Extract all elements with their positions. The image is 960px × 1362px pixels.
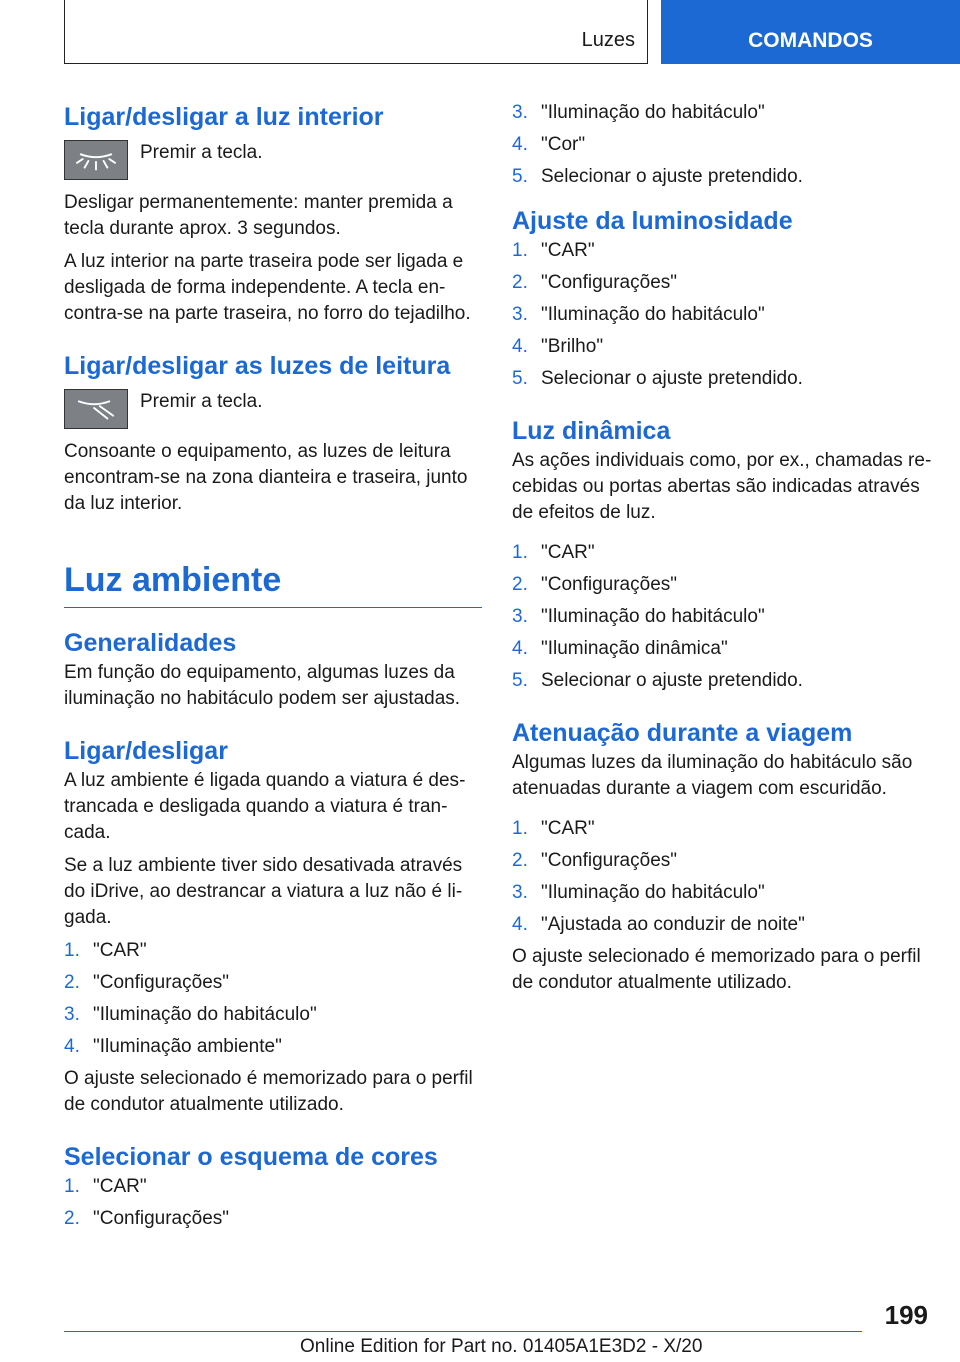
edition-footer: Online Edition for Part no. 01405A1E3D2 - X/20 [300,1336,703,1357]
interior-button-row [64,140,482,180]
dynamic-steps [512,540,932,694]
step-number: 5. [512,670,528,691]
list-item [512,668,932,694]
section-dynamic-light [512,414,932,694]
brightness-steps [512,238,932,392]
step-number: 4. [512,638,528,659]
reading-light-button-icon [64,389,128,429]
heading-color-scheme: Selecionar o esquema de cores [64,1143,438,1171]
list-item [512,604,932,630]
section-interior-light [64,100,482,327]
header-chapter-tab: COMANDOS [661,0,960,64]
step-number: 4. [512,914,528,935]
subsection-color-scheme [64,1140,482,1232]
step-text: Selecionar o ajuste pretendido. [541,368,803,389]
step-text: "Cor" [541,134,586,155]
left-column [64,100,482,1238]
step-text: "Iluminação do habitáculo" [541,102,765,123]
dynamic-paragraph: As ações individuais como, por ex., chamadas recebidas ou portas abertas são indicadas através de efeitos de luz. [512,450,932,523]
header-section-title: Luzes [581,29,635,51]
interior-paragraph-2: A luz interior na parte traseira pode ser ligada e desligada de forma independente. A tecla encontra-se na parte traseira, no forro do tejadilho. [64,251,471,324]
step-text: "Iluminação do habitáculo" [541,882,765,903]
subsection-general [64,626,482,712]
subsection-onoff [64,734,482,1118]
step-text: "Configurações" [541,272,678,293]
step-number: 1. [64,1176,80,1197]
list-item [512,132,932,158]
step-text: "Iluminação do habitáculo" [541,304,765,325]
step-number: 1. [64,940,80,961]
step-number: 5. [512,166,528,187]
step-number: 2. [64,972,80,993]
list-item [512,334,932,360]
step-number: 2. [64,1208,80,1229]
interior-light-button-icon [64,140,128,180]
reading-button-row [64,389,482,429]
step-number: 3. [512,102,528,123]
step-text: "Iluminação dinâmica" [541,638,728,659]
page-number: 199 [884,1300,928,1330]
header-section-box [64,0,648,64]
step-number: 3. [512,882,528,903]
step-number: 2. [512,272,528,293]
step-text: "Configurações" [93,972,230,993]
list-item [64,1002,482,1028]
list-item [512,238,932,264]
interior-paragraph-1: Desligar permanentemente: manter premida a tecla durante aprox. 3 segundos. [64,192,453,239]
heading-reading-lights: Ligar/desligar as luzes de leitura [64,352,451,380]
list-item [512,164,932,190]
step-number: 1. [512,240,528,261]
onoff-paragraph-1: A luz ambiente é ligada quando a viatura é destrancada e desligada quando a viatura é trancada. [64,770,466,843]
step-text: "Iluminação ambiente" [93,1036,282,1057]
section-dimming [512,716,932,996]
step-number: 1. [512,818,528,839]
dimming-paragraph: Algumas luzes da iluminação do habitáculo são atenuadas durante a viagem com escuridão. [512,752,913,799]
scheme-steps-continued [512,100,932,190]
list-item [512,880,932,906]
right-column [512,100,932,1003]
reading-paragraph: Consoante o equipamento, as luzes de leitura encontram-se na zona dianteira e traseira, junto da luz interior. [64,441,468,514]
step-text: Selecionar o ajuste pretendido. [541,166,803,187]
step-text: Selecionar o ajuste pretendido. [541,670,803,691]
onoff-paragraph-2: Se a luz ambiente tiver sido desativada através do iDrive, ao destrancar a viatura a luz não é ligada. [64,855,463,928]
step-text: "Configurações" [541,574,678,595]
step-number: 5. [512,368,528,389]
onoff-steps [64,938,482,1060]
dimming-after-paragraph: O ajuste selecionado é memorizado para o perfil de condutor atualmente utilizado. [512,946,921,993]
reading-button-text: Premir a tecla. [140,391,263,412]
step-text: "CAR" [541,542,595,563]
onoff-after-paragraph: O ajuste selecionado é memorizado para o perfil de condutor atualmente utilizado. [64,1068,473,1115]
list-item [512,912,932,938]
step-number: 4. [64,1036,80,1057]
dimming-steps [512,816,932,938]
step-text: "CAR" [93,940,147,961]
heading-interior-light: Ligar/desligar a luz interior [64,103,384,131]
step-text: "Configurações" [93,1208,230,1229]
step-text: "CAR" [93,1176,147,1197]
list-item [512,270,932,296]
heading-dynamic-light: Luz dinâmica [512,417,671,445]
step-text: "Iluminação do habitáculo" [541,606,765,627]
step-number: 3. [512,606,528,627]
list-item [64,970,482,996]
list-item [512,100,932,126]
section-ambient-light [64,557,482,1232]
step-number: 3. [512,304,528,325]
list-item [512,572,932,598]
step-text: "CAR" [541,240,595,261]
list-item [64,1206,482,1232]
step-text: "Brilho" [541,336,604,357]
step-number: 2. [512,574,528,595]
interior-button-text: Premir a tecla. [140,142,263,163]
step-number: 2. [512,850,528,871]
heading-onoff: Ligar/desligar [64,737,228,765]
step-number: 4. [512,336,528,357]
section-brightness [512,204,932,392]
list-item [512,636,932,662]
heading-brightness: Ajuste da luminosidade [512,207,793,235]
list-item [512,816,932,842]
list-item [64,1034,482,1060]
footer-divider [64,1331,862,1332]
step-text: "Configurações" [541,850,678,871]
list-item [512,848,932,874]
section-reading-lights [64,349,482,517]
step-number: 3. [64,1004,80,1025]
step-text: "CAR" [541,818,595,839]
heading-general: Generalidades [64,629,237,657]
list-item [512,366,932,392]
general-paragraph: Em função do equipamento, algumas luzes da iluminação no habitáculo podem ser ajustadas. [64,662,461,709]
heading-dimming: Atenuação durante a viagem [512,719,853,747]
step-text: "Ajustada ao conduzir de noite" [541,914,805,935]
step-number: 4. [512,134,528,155]
scheme-steps [64,1174,482,1232]
step-text: "Iluminação do habitáculo" [93,1004,317,1025]
list-item [64,938,482,964]
heading-ambient-light: Luz ambiente [64,557,482,608]
list-item [512,302,932,328]
list-item [512,540,932,566]
step-number: 1. [512,542,528,563]
list-item [64,1174,482,1200]
